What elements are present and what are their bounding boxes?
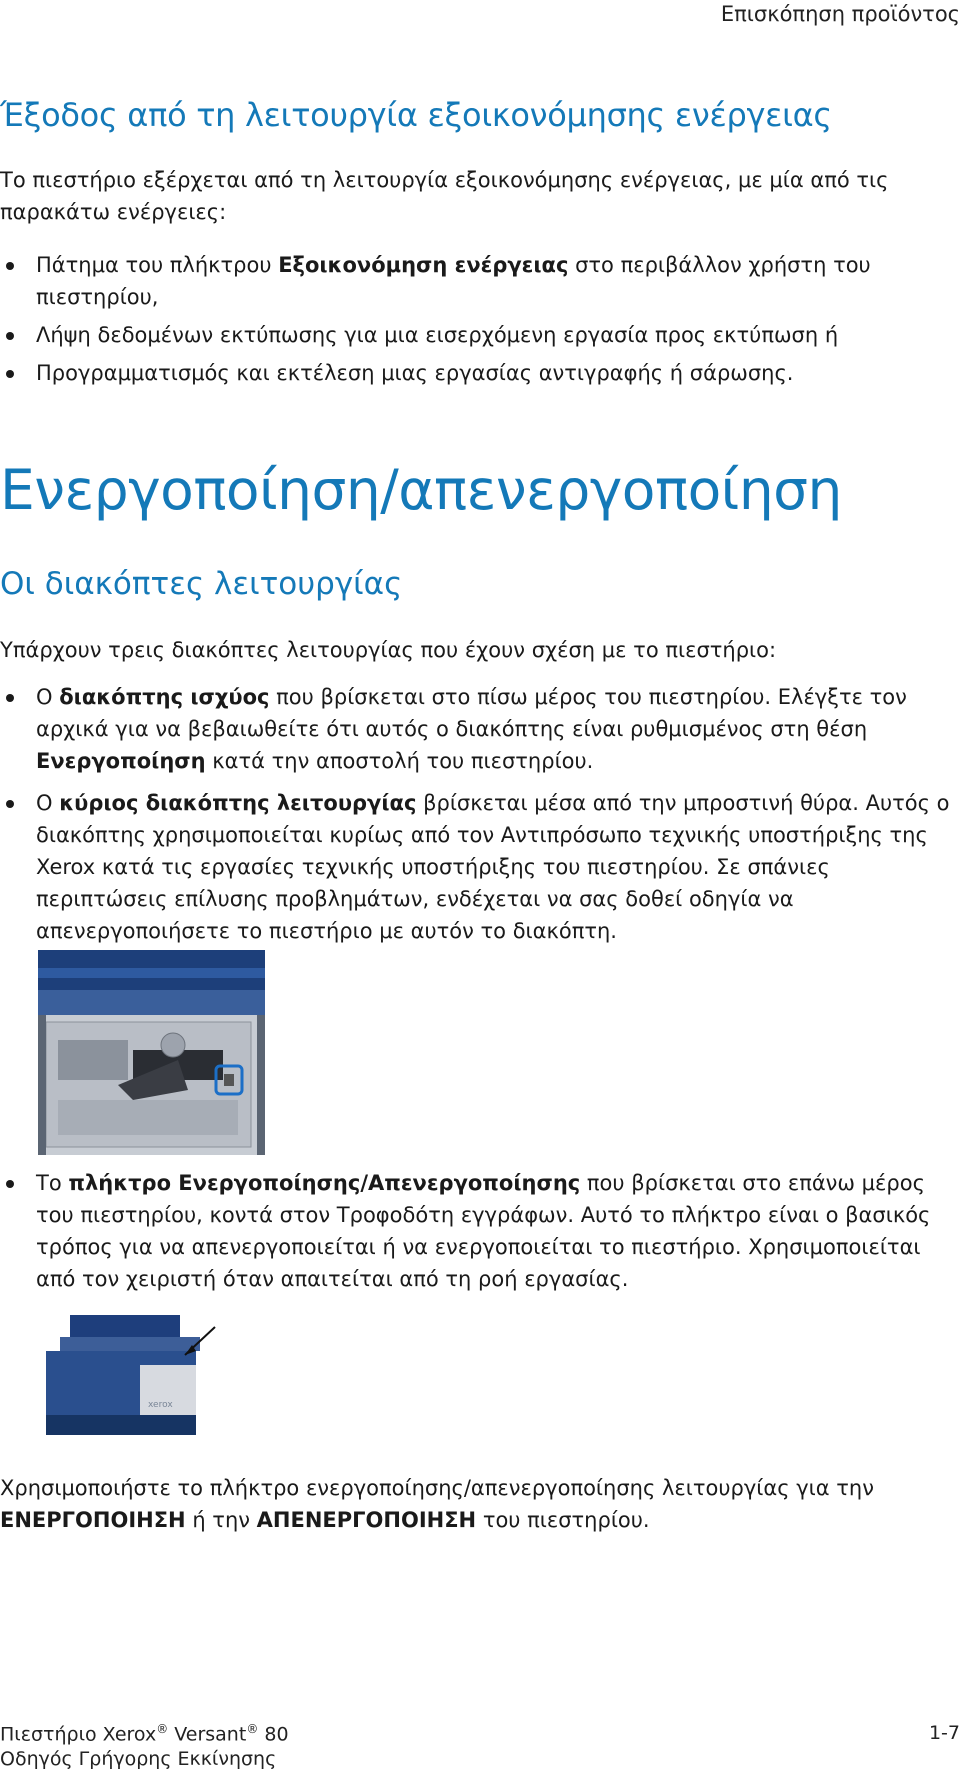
- xerox-logo: xerox: [148, 1400, 173, 1410]
- sleep-exit-heading: Έξοδος από τη λειτουργία εξοικονόμησης ενέργειας: [0, 96, 832, 134]
- footer-page-number: 1-7: [928, 1722, 960, 1744]
- list-item: Ο κύριος διακόπτης λειτουργίας βρίσκεται μέσα από την μπροστινή θύρα. Αυτός ο διακόπτης χρησιμοποιείται κυρίως από τον Αντιπρόσωπο τεχνικής υποστήριξης της Xerox κατά τις εργασίες τεχνικής υποστήριξης του πιεστηρίου. Σε σπάνιες περιπτώσεις επίλυσης προβλημάτων, ενδέχεται να σας δοθεί οδηγία να απενεργοποιήσετε το πιεστήριο με αυτόν το διακόπτη.: [0, 787, 960, 947]
- power-intro: Υπάρχουν τρεις διακόπτες λειτουργίας που έχουν σχέση με το πιεστήριο:: [0, 638, 777, 662]
- power-switches-subheading: Οι διακόπτες λειτουργίας: [0, 566, 403, 602]
- footer-guide-title: Οδηγός Γρήγορης Εκκίνησης: [0, 1748, 277, 1770]
- power-button-photo: [40, 1307, 220, 1435]
- power-heading: Ενεργοποίηση/απενεργοποίηση: [0, 458, 842, 522]
- power-button-list: [0, 1167, 960, 1295]
- power-final-note: Χρησιμοποιήστε το πλήκτρο ενεργοποίησης/απενεργοποίησης λειτουργίας για την ΕΝΕΡΓΟΠΟΙΗΣΗ ή την ΑΠΕΝΕΡΓΟΠΟΙΗΣΗ του πιεστηρίου.: [0, 1476, 874, 1532]
- list-item: Προγραμματισμός και εκτέλεση μιας εργασίας αντιγραφής ή σάρωσης.: [0, 357, 960, 389]
- main-power-switch-photo: [38, 950, 265, 1155]
- list-item: Πάτημα του πλήκτρου Εξοικονόμηση ενέργειας στο περιβάλλον χρήστη του πιεστηρίου,: [0, 249, 960, 313]
- sleep-exit-intro: Το πιεστήριο εξέρχεται από τη λειτουργία εξοικονόμησης ενέργειας, με μία από τις παρακάτω ενέργειες:: [0, 168, 889, 224]
- header-section-title: Επισκόπηση προϊόντος: [720, 2, 960, 26]
- footer-product: Πιεστήριο Xerox® Versant® 80: [0, 1722, 289, 1746]
- sleep-exit-list: [0, 249, 960, 389]
- list-item: Ο διακόπτης ισχύος που βρίσκεται στο πίσω μέρος του πιεστηρίου. Ελέγξτε τον αρχικά για να βεβαιωθείτε ότι αυτός ο διακόπτης είναι ρυθμισμένος στη θέση Ενεργοποίηση κατά την αποστολή του πιεστηρίου.: [0, 681, 960, 777]
- power-switch-list: [0, 681, 960, 947]
- list-item: Λήψη δεδομένων εκτύπωσης για μια εισερχόμενη εργασία προς εκτύπωση ή: [0, 319, 960, 351]
- list-item: Το πλήκτρο Ενεργοποίησης/Απενεργοποίησης που βρίσκεται στο επάνω μέρος του πιεστηρίου, κοντά στον Τροφοδότη εγγράφων. Αυτό το πλήκτρο είναι ο βασικός τρόπος για να απενεργοποιείται ή να ενεργοποιείται το πιεστήριο. Χρησιμοποιείται από τον χειριστή όταν απαιτείται από τη ροή εργασίας.: [0, 1167, 960, 1295]
